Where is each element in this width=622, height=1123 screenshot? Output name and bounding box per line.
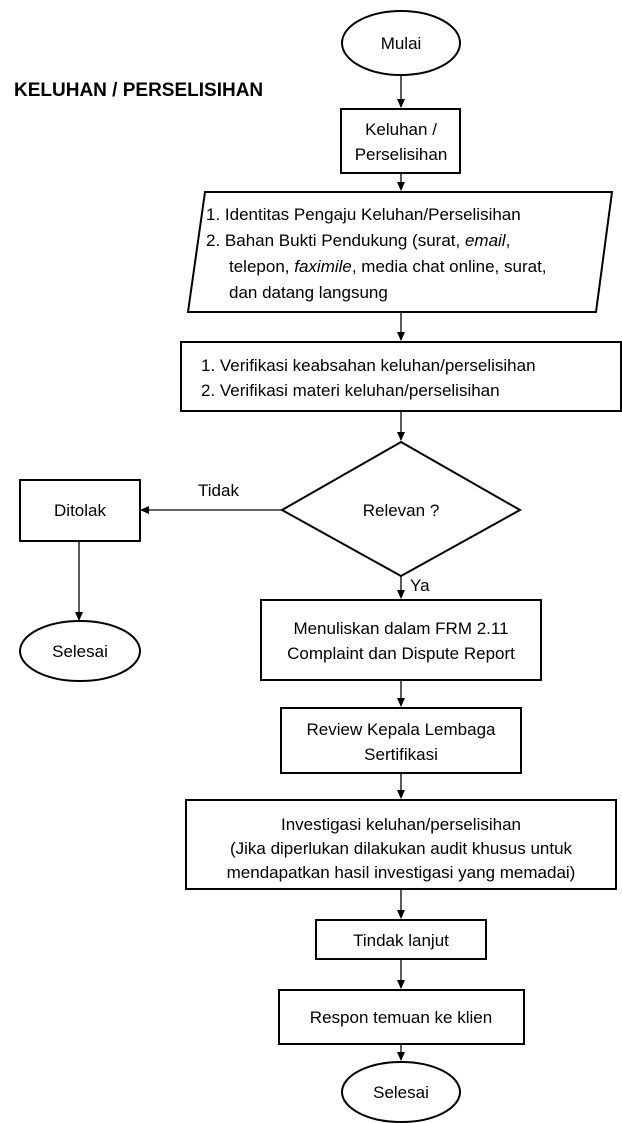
end-terminal-left (20, 621, 140, 681)
review-line-2: Sertifikasi (364, 745, 438, 764)
input-line-2a: 2. Bahan Bukti Pendukung (surat, (206, 231, 465, 250)
input-line-1: 1. Identitas Pengaju Keluhan/Perselisihan (206, 205, 521, 224)
input-line-2b: , (505, 231, 511, 250)
edge-label-no: Tidak (198, 481, 239, 500)
input-line-2-email: email (464, 231, 506, 250)
verification-process (181, 342, 621, 411)
end-terminal (342, 1062, 460, 1122)
investigate-line-3: mendapatkan hasil investigasi yang memadai) (226, 863, 576, 882)
end-left-label: Selesai (52, 642, 108, 661)
start-label: Mulai (380, 34, 422, 53)
input-line-3b: , media chat online, surat, (351, 257, 547, 276)
investigate-line-2: (Jika diperlukan dilakukan audit khusus untuk (229, 839, 573, 858)
input-line-3 (229, 257, 547, 276)
complaint-process (341, 109, 460, 173)
respond-process (279, 990, 524, 1044)
evidence-input (188, 192, 612, 312)
complaint-label-1: Keluhan / (365, 120, 437, 139)
rejected-process (20, 480, 140, 541)
respond-label: Respon temuan ke klien (309, 1008, 493, 1027)
verify-line-2: 2. Verifikasi materi keluhan/perselisihan (201, 381, 500, 400)
edge-label-yes: Ya (410, 576, 430, 595)
followup-process (316, 920, 486, 959)
end-label: Selesai (373, 1083, 429, 1102)
investigate-line-1: Investigasi keluhan/perselisihan (280, 815, 522, 834)
input-line-3a: telepon, (229, 257, 295, 276)
write-report-process (261, 600, 541, 680)
review-line-1: Review Kepala Lembaga (306, 720, 496, 739)
relevance-decision (282, 442, 520, 576)
page-title: KELUHAN / PERSELISIHAN (14, 80, 264, 101)
verify-line-1: 1. Verifikasi keabsahan keluhan/perselisihan (201, 356, 536, 375)
start-terminal (342, 11, 460, 75)
input-line-3-faximile: faximile (294, 257, 352, 276)
write-line-1: Menuliskan dalam FRM 2.11 (293, 619, 509, 638)
input-line-4: dan datang langsung (229, 283, 388, 302)
complaint-label-2: Perselisihan (354, 145, 448, 164)
rejected-label: Ditolak (54, 501, 106, 520)
investigation-process (186, 800, 616, 889)
decision-label: Relevan ? (362, 501, 440, 520)
review-process (281, 708, 521, 773)
input-line-2 (206, 231, 510, 250)
followup-label: Tindak lanjut (353, 931, 449, 950)
write-line-2: Complaint dan Dispute Report (287, 644, 515, 663)
